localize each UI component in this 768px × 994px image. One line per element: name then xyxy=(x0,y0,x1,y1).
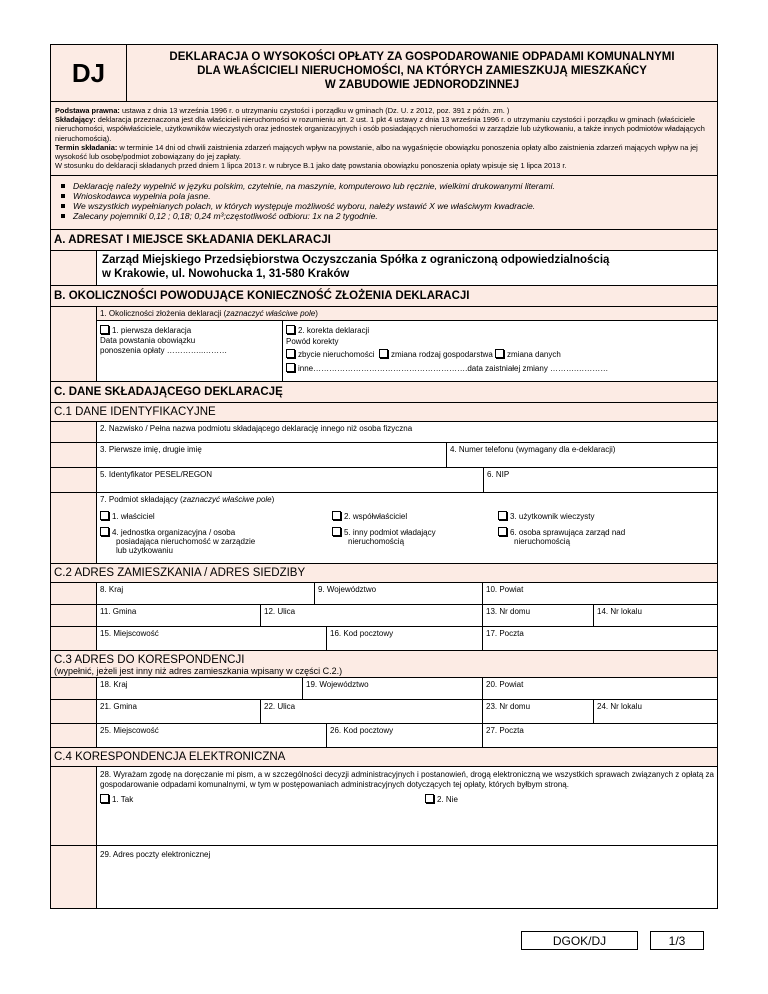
field-29-email[interactable]: 29. Adres poczty elektronicznej xyxy=(100,850,211,860)
field-9-voivodeship[interactable]: 9. Województwo xyxy=(315,583,483,604)
correction-reason-label: Powód korekty xyxy=(286,337,339,347)
first-declaration-option[interactable]: 1. pierwsza deklaracja xyxy=(100,325,279,336)
field-10-county[interactable]: 10. Powiat xyxy=(486,585,524,595)
field-13-house-number[interactable]: 13. Nr domu xyxy=(483,605,594,626)
form-code: DJ xyxy=(51,45,127,101)
field-24-flat-number[interactable]: 24. Nr lokalu xyxy=(597,702,642,712)
reason-household-option[interactable]: zmiana rodzaj gospodarstwa xyxy=(379,350,493,359)
checkbox[interactable] xyxy=(286,363,295,372)
field-20-county[interactable]: 20. Powiat xyxy=(486,680,524,690)
field-2-name[interactable]: 2. Nazwisko / Pełna nazwa podmiotu składającego deklarację innego niż osoba fizyczna xyxy=(100,424,413,434)
obligation-date-label: Data powstania obowiązku xyxy=(100,336,196,346)
field-8-country[interactable]: 8. Kraj xyxy=(97,583,315,604)
legal-basis xyxy=(51,102,717,176)
consent-yes-option[interactable]: 1. Tak xyxy=(100,794,425,805)
field-28-consent-text: 28. Wyrażam zgodę na doręczanie mi pism, a w szczególności decyzji administracyjnych i postanowień, drogą elektroniczną we wszystkich sprawach związanych z opłatą za gospodarowanie odpadami komunalnymi, w tym w postępowaniach administracyjnych dotyczących tej opłaty, których byłbym stroną. xyxy=(100,770,714,790)
consent-no-option[interactable]: 2. Nie xyxy=(425,794,458,805)
filer-owner-option[interactable]: 1. właściciel xyxy=(100,511,332,521)
reason-data-option[interactable]: zmiana danych xyxy=(495,350,561,359)
field-12-street[interactable]: 12. Ulica xyxy=(261,605,483,626)
field-6-nip[interactable]: 6. NIP xyxy=(487,470,510,480)
field-23-house-number[interactable]: 23. Nr domu xyxy=(483,700,594,723)
field-4-phone[interactable]: 4. Numer telefonu (wymagany dla e-deklaracji) xyxy=(450,445,616,455)
checkbox[interactable] xyxy=(498,511,507,520)
field-18-country[interactable]: 18. Kraj xyxy=(97,678,303,699)
addressee-line-2: w Krakowie, ul. Nowohucka 1, 31-580 Kraków xyxy=(102,268,350,281)
field-16-postal-code[interactable]: 16. Kod pocztowy xyxy=(327,627,483,650)
title-line-2: DLA WŁAŚCICIELI NIERUCHOMOŚCI, NA KTÓRYCH ZAMIESZKUJĄ MIESZKAŃCY xyxy=(197,65,647,77)
reason-sale-option[interactable]: zbycie nieruchomości xyxy=(286,350,374,359)
section-a-address xyxy=(51,251,717,286)
basis-text: ustawa z dnia 13 września 1996 r. o utrzymaniu czystości i porządku w gminach (Dz. U. z 2012, poz. 391 z późn. zm. ) xyxy=(119,106,510,115)
field-21-commune[interactable]: 21. Gmina xyxy=(97,700,261,723)
deadline-text: w terminie 14 dni od chwili zaistnienia zdarzeń mających wpływ na powstanie, albo na wygaśnięcie obowiązku ponoszenia opłaty albo zaistnienia zdarzeń mających wpływ na jej wysokość lub osobę/podmiot zobowiązany do jej zapłaty. xyxy=(55,142,698,162)
instructions-list xyxy=(51,176,717,230)
legal-note: W stosunku do deklaracji składanych przed dniem 1 lipca 2013 r. w rubryce B.1 jako datę powstania obowiązku ponoszenia opłaty wpisuje się 1 lipca 2013 r. xyxy=(55,161,567,171)
field-27-post-office[interactable]: 27. Poczta xyxy=(486,726,524,736)
declaration-form xyxy=(50,44,718,909)
field-25-city[interactable]: 25. Miejscowość xyxy=(97,724,327,747)
section-c3-title: C.3 ADRES DO KORESPONDENCJI xyxy=(54,654,245,667)
field-15-city[interactable]: 15. Miejscowość xyxy=(97,627,327,650)
field-14-flat-number[interactable]: 14. Nr lokalu xyxy=(597,607,642,617)
checkbox[interactable] xyxy=(332,511,341,520)
document-code: DGOK/DJ xyxy=(521,931,638,950)
filer-label: Składający: xyxy=(55,115,96,125)
checkbox[interactable] xyxy=(100,325,109,334)
list-item: We wszystkich wypełnianych polach, w których występuje możliwość wyboru, należy wstawić X we właściwym kwadracie. xyxy=(61,201,713,211)
field-19-voivodeship[interactable]: 19. Województwo xyxy=(303,678,483,699)
checkbox[interactable] xyxy=(286,349,295,358)
filer-unit-option[interactable]: 4. jednostka organizacyjna / osoba posiadająca nieruchomość w zarządzie lub użytkowaniu xyxy=(100,527,332,555)
correction-option[interactable]: 2. korekta deklaracji xyxy=(286,325,714,336)
filer-manager-option[interactable]: 6. osoba sprawująca zarząd nad nieruchomością xyxy=(498,527,625,555)
filer-other-option[interactable]: 5. inny podmiot władający nieruchomością xyxy=(332,527,498,555)
title-line-3: W ZABUDOWIE JEDNORODZINNEJ xyxy=(324,79,520,91)
field-1-label: 1. Okoliczności złożenia deklaracji (zaznaczyć właściwe pole) xyxy=(97,307,717,321)
form-header xyxy=(51,45,717,102)
checkbox[interactable] xyxy=(379,349,388,358)
list-item: Deklarację należy wypełnić w języku polskim, czytelnie, na maszynie, komputerowo lub ręcznie, wielkimi drukowanymi literami. xyxy=(61,181,713,191)
checkbox[interactable] xyxy=(100,794,109,803)
section-a-title: A. ADRESAT I MIEJSCE SKŁADANIA DEKLARACJI xyxy=(51,230,717,251)
section-c-title: C. DANE SKŁADAJĄCEGO DEKLARACJĘ xyxy=(51,382,717,403)
addressee-line-1: Zarząd Miejskiego Przedsiębiorstwa Oczyszczania Spółka z ograniczoną odpowiedzialnością xyxy=(102,254,610,267)
checkbox[interactable] xyxy=(332,527,341,536)
form-title xyxy=(127,45,717,101)
deadline-label: Termin składania: xyxy=(55,142,118,152)
section-c4-title: C.4 KORESPONDENCJA ELEKTRONICZNA xyxy=(51,748,717,767)
reason-other-option[interactable]: inne………………………………………………….data zaistniałej zmiany ……….………… xyxy=(286,363,714,374)
field-22-street[interactable]: 22. Ulica xyxy=(261,700,483,723)
checkbox[interactable] xyxy=(286,325,295,334)
field-3-first-name[interactable]: 3. Pierwsze imię, drugie imię xyxy=(97,443,447,467)
page-number: 1/3 xyxy=(650,931,704,950)
title-line-1: DEKLARACJA O WYSOKOŚCI OPŁATY ZA GOSPODAROWANIE ODPADAMI KOMUNALNYMI xyxy=(169,51,675,63)
checkbox[interactable] xyxy=(100,527,109,536)
checkbox[interactable] xyxy=(100,511,109,520)
basis-label: Podstawa prawna: xyxy=(55,106,120,115)
filer-perpetual-option[interactable]: 3. użytkownik wieczysty xyxy=(498,511,594,521)
checkbox[interactable] xyxy=(498,527,507,536)
filer-text: deklaracja przeznaczona jest dla właścicieli nieruchomości w rozumieniu art. 2 ust. 1 pkt 4 ustawy z dnia 13 września 1996 r. o utrzymaniu czystości i porządku w gminach (właściciele nieruchomości, współwłaściciele, użytkowników wieczystych oraz jednostek organizacyjnych i osób posiadających nieruchomości w zarządzie lub użytkowaniu, a także innych podmiotów władających nieruchomością). xyxy=(55,115,705,143)
checkbox[interactable] xyxy=(495,349,504,358)
section-c3-note: (wypełnić, jeżeli jest inny niż adres zamieszkania wpisany w części C.2.) xyxy=(54,666,343,677)
list-item: Wnioskodawca wypełnia pola jasne. xyxy=(61,191,713,201)
section-c1-title: C.1 DANE IDENTYFIKACYJNE xyxy=(51,403,717,422)
checkbox[interactable] xyxy=(425,794,434,803)
section-c2-title: C.2 ADRES ZAMIESZKANIA / ADRES SIEDZIBY xyxy=(51,564,717,583)
field-11-commune[interactable]: 11. Gmina xyxy=(97,605,261,626)
filer-coowner-option[interactable]: 2. współwłaściciel xyxy=(332,511,498,521)
field-5-pesel[interactable]: 5. Identyfikator PESEL/REGON xyxy=(97,468,484,492)
field-7-label: 7. Podmiot składający (zaznaczyć właściwe pole) xyxy=(100,495,275,505)
obligation-date-field[interactable]: ponoszenia opłaty …………..……… xyxy=(100,346,228,356)
page-footer xyxy=(521,931,704,950)
field-17-post-office[interactable]: 17. Poczta xyxy=(486,629,524,639)
section-b-body xyxy=(51,307,717,382)
list-item: Zalecany pojemniki 0,12 ; 0,18; 0,24 m³;częstotliwość odbioru: 1x na 2 tygodnie. xyxy=(61,211,713,221)
field-26-postal-code[interactable]: 26. Kod pocztowy xyxy=(327,724,483,747)
section-b-title: B. OKOLICZNOŚCI POWODUJĄCE KONIECZNOŚĆ ZŁOŻENIA DEKLARACJI xyxy=(51,286,717,307)
